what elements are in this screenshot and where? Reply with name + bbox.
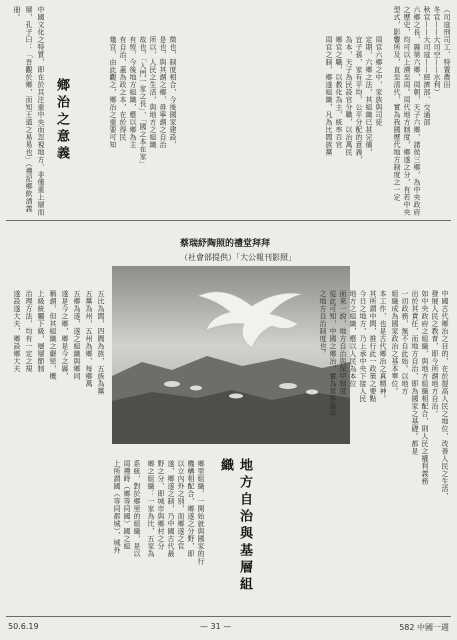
magazine-folio: 582 中國一週 bbox=[399, 623, 449, 632]
text-column: 發展人民之教育，即今所謂地方自治。 bbox=[431, 290, 439, 418]
section-heading: 鄉治之意義 bbox=[54, 78, 69, 163]
text-column: 鄉里組織，一開始就與國家的行 bbox=[197, 460, 205, 565]
text-column: 中國古代鄉治之目的，在於提高人民之地位，改善人民之生活， bbox=[441, 290, 449, 500]
text-column: 型式，影響所及，直至清代，實為我國歷代地方制度之一定 bbox=[393, 6, 401, 201]
text-column: 周官六鄉之中，家族與司徒 bbox=[375, 36, 383, 126]
text-column: 一切政務，無不自此始。以地方 bbox=[401, 290, 409, 395]
photo-caption: 蔡瑞紓陶照的禮堂拜拜 bbox=[180, 239, 271, 249]
page-number: — 31 — bbox=[200, 622, 232, 631]
section-divider bbox=[6, 220, 451, 221]
text-column: 五鄉為遂，遂之組織與鄉同 bbox=[73, 290, 81, 380]
text-column: 上級統屬下級，層層節制 bbox=[37, 290, 45, 373]
text-column: 遂，鄉遂之制，乃中國古代最 bbox=[167, 460, 175, 558]
text-column: 野之分，即城市與鄉村之分 bbox=[157, 460, 165, 550]
text-column: 幾宜，由此觀之，鄉治之重要可知 bbox=[109, 36, 117, 149]
text-column: 為本，天子為民設官分職，以治萬民 bbox=[345, 36, 353, 156]
text-column: 之地方自治制度也。 bbox=[319, 290, 327, 358]
text-column: 五比為閭，四閭為族，五族為黨 bbox=[97, 290, 105, 395]
footer-divider bbox=[6, 616, 451, 617]
text-column: 遂設遂大夫，鄉設鄉大夫 bbox=[13, 290, 21, 373]
photo-scene bbox=[112, 266, 350, 444]
issue-date: 50.6.19 bbox=[8, 622, 39, 631]
text-column: 本工作，也是古代鄉治之真精神。 bbox=[379, 290, 387, 403]
text-column: 地方之組織，應以人民為本位 bbox=[349, 290, 357, 388]
text-column: 鄉之組織：一家為比，五家為 bbox=[147, 460, 155, 558]
text-column: 中國文化之特質，即在於其注重中央而忽視地方、非僅重上層而 bbox=[37, 6, 45, 216]
text-column: 周官之制，鄉遂組織，凡為比閭族黨 bbox=[325, 36, 333, 156]
text-column: 有自治，蓋為政之本，在於得民 bbox=[119, 36, 127, 141]
text-column: 周禮時（鄉等同國）國之組 bbox=[123, 460, 131, 550]
article-title: 地方自治與基層組織 bbox=[218, 458, 252, 594]
text-column: 是也，與其謂之鄉，毋寧謂之自治 bbox=[159, 36, 167, 149]
text-column: 治理方法，均有一定之規 bbox=[25, 290, 33, 373]
text-column: 鄉官之職，以教化為主，統率百官 bbox=[335, 36, 343, 149]
text-column: 宜子孫，家有平均，公平分配的意義， bbox=[355, 36, 363, 164]
text-column: 面來一說，地方自治與保甲制度 bbox=[339, 290, 347, 395]
text-column: （司寇刑司工、特置農田 bbox=[443, 6, 451, 89]
text-column: 冊。 bbox=[13, 6, 21, 21]
text-column: 秋官——大司寇——經濟部、交通部 bbox=[423, 6, 431, 126]
text-column: 今日之地方，乃上承中央下接人民 bbox=[359, 290, 367, 403]
text-column: 定期，六鄉之法，其組織已甚完備， bbox=[365, 36, 373, 156]
text-column: 稱謂，但其組織之嚴密，概 bbox=[49, 290, 57, 380]
text-column: 如中央政府之組織，與地方組織相配合，則人民之權利義務 bbox=[421, 290, 429, 485]
text-column: 遂是今之鄉，鄉是今之縣， bbox=[61, 290, 69, 380]
text-column: 五黨為州，五州為鄉，每鄉萬 bbox=[85, 290, 93, 388]
text-column: 故也，「入門一家之長」、「國之本在家」 bbox=[139, 36, 147, 168]
text-column: 六鄉之長，縣第六鄉，周朝，天子六鄉，諸侯三鄉，為中央政府 bbox=[413, 6, 421, 216]
photograph bbox=[112, 266, 350, 444]
text-column: 層，孔子曰：「吾觀於鄉，而知王道之易易也」（禮記鄉飲酒義 bbox=[25, 6, 33, 213]
text-column: 出於其責任，而地方自治，即為國家之基礎。都是 bbox=[411, 290, 419, 455]
text-column: 之歷史，均可以上溯至周。周代地方制度，鄉遂之分，有若中央 bbox=[403, 6, 411, 216]
text-column: 冬官——大司空——水利） bbox=[433, 6, 441, 96]
text-column: 上所謂國（等同都城），城外 bbox=[113, 460, 121, 554]
photo-subcaption: （社會部提供）「大公報刊影照」 bbox=[180, 253, 296, 262]
text-column: 機構相配合，鄉遂之分野，即 bbox=[187, 460, 195, 558]
text-column: 其所謂中間，推行此一政策之要點 bbox=[369, 290, 377, 403]
text-column: 以立內外之別，而鄉遂之官 bbox=[177, 460, 185, 550]
text-column: 系統，對於鄉里的組織，是以 bbox=[133, 460, 141, 558]
text-column: 從此可知，中國之鄉治，實為世界最早 bbox=[329, 290, 337, 418]
text-column: 組織成為國家政治之基本單位。 bbox=[391, 290, 399, 395]
text-column: 徵也，制度相合，今後國家建設， bbox=[169, 36, 177, 149]
text-column: 所以，人民之生活，與地方之組織 bbox=[149, 36, 157, 149]
text-column: 有恆，今後地方組織，應以鄉為主 bbox=[129, 36, 137, 149]
